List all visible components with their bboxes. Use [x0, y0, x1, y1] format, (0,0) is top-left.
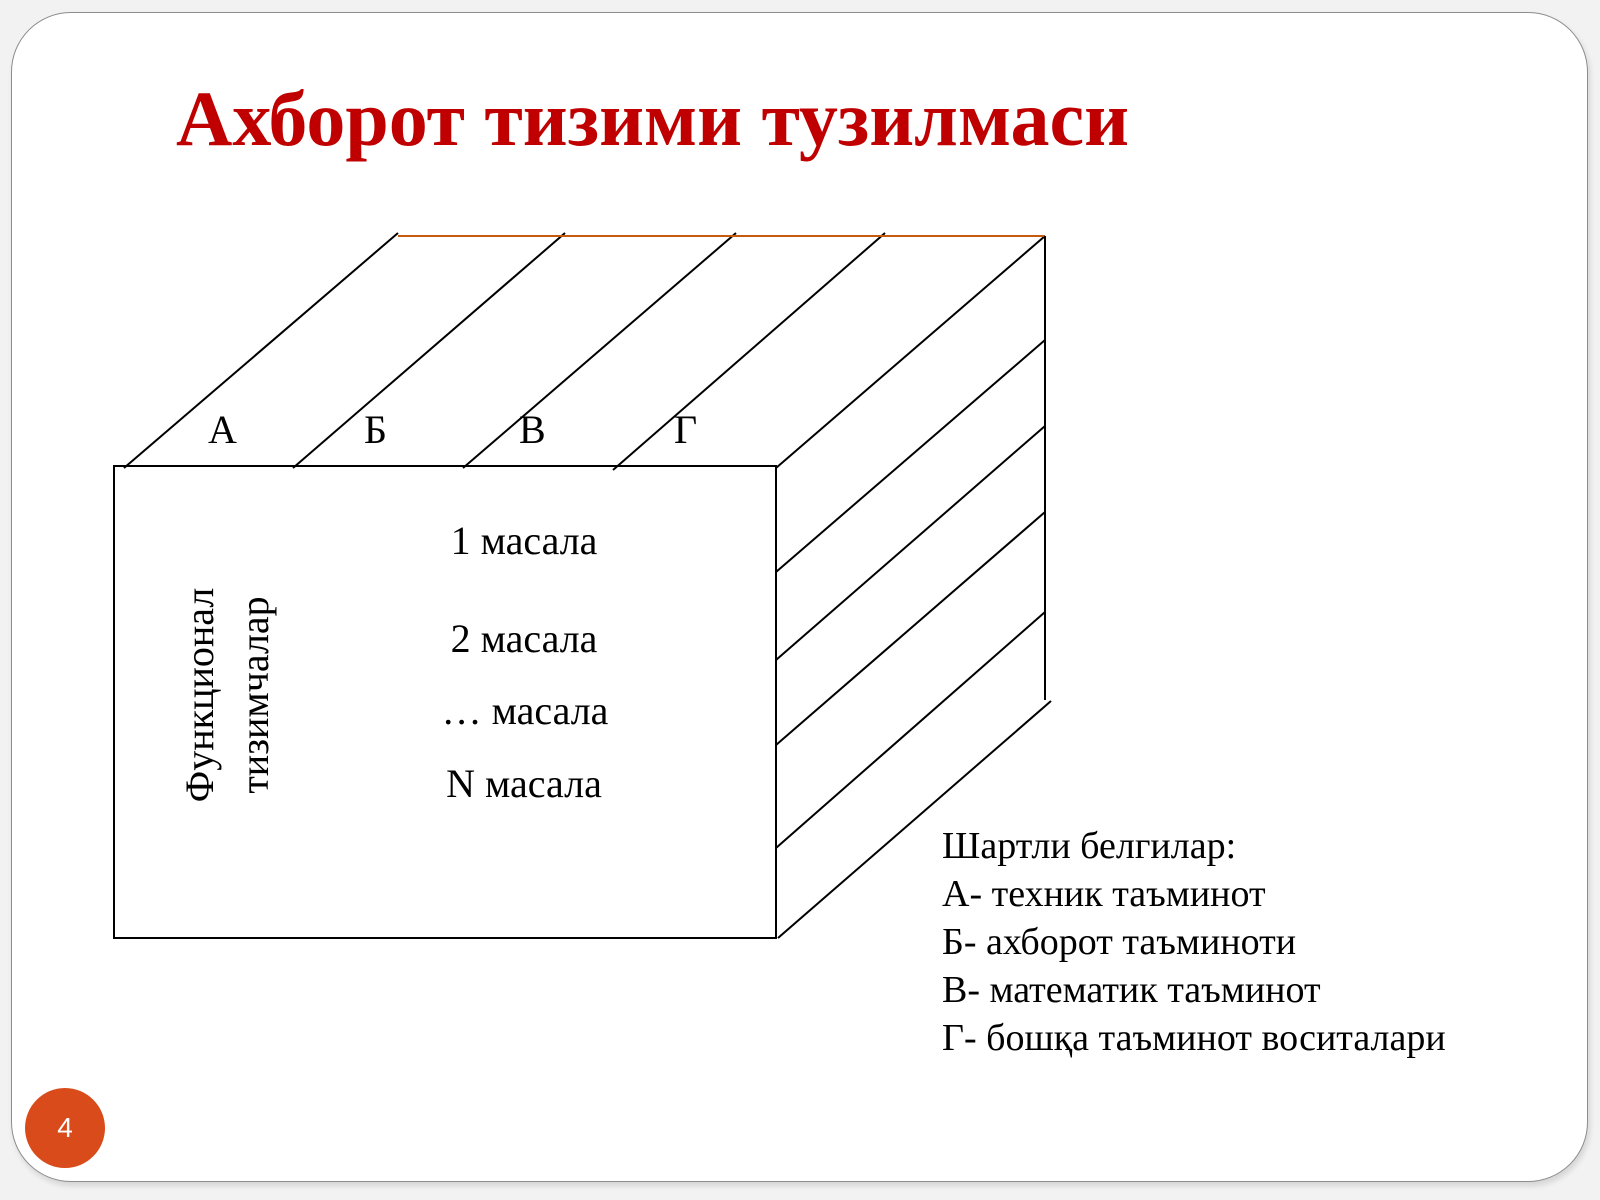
task-label-ellipsis: … масала — [441, 688, 609, 733]
task-label-1: 1 масала — [450, 518, 598, 563]
page-number-badge: 4 — [25, 1088, 105, 1168]
task-label-n: N масала — [446, 761, 602, 806]
legend-item-g: Г- бошқа таъминот воситалари — [942, 1017, 1446, 1059]
column-label-b: Б — [364, 407, 387, 452]
task-label-2: 2 масала — [450, 616, 598, 661]
functional-subsystems-label-line2: тизимчалар — [232, 596, 277, 794]
column-label-g: Г — [674, 407, 698, 452]
column-edge-1 — [124, 233, 398, 468]
functional-subsystems-label-line1: Функционал — [177, 587, 222, 803]
side-row-line-2 — [776, 426, 1045, 660]
top-right-edge — [776, 236, 1045, 468]
legend-item-b: Б- ахборот таъминоти — [942, 921, 1297, 963]
legend — [942, 822, 1446, 1062]
column-label-v: В — [519, 407, 546, 452]
legend-heading: Шартли белгилар: — [942, 825, 1237, 867]
side-row-line-4 — [776, 612, 1045, 848]
legend-item-v: В- математик таъминот — [942, 969, 1321, 1011]
slide-title: Ахборот тизими тузилмаси — [176, 75, 1130, 162]
legend-item-a: А- техник таъминот — [942, 873, 1266, 915]
side-row-line-3 — [776, 512, 1045, 745]
side-row-line-1 — [776, 340, 1045, 572]
column-label-a: А — [208, 407, 237, 452]
column-edge-4 — [613, 233, 885, 470]
